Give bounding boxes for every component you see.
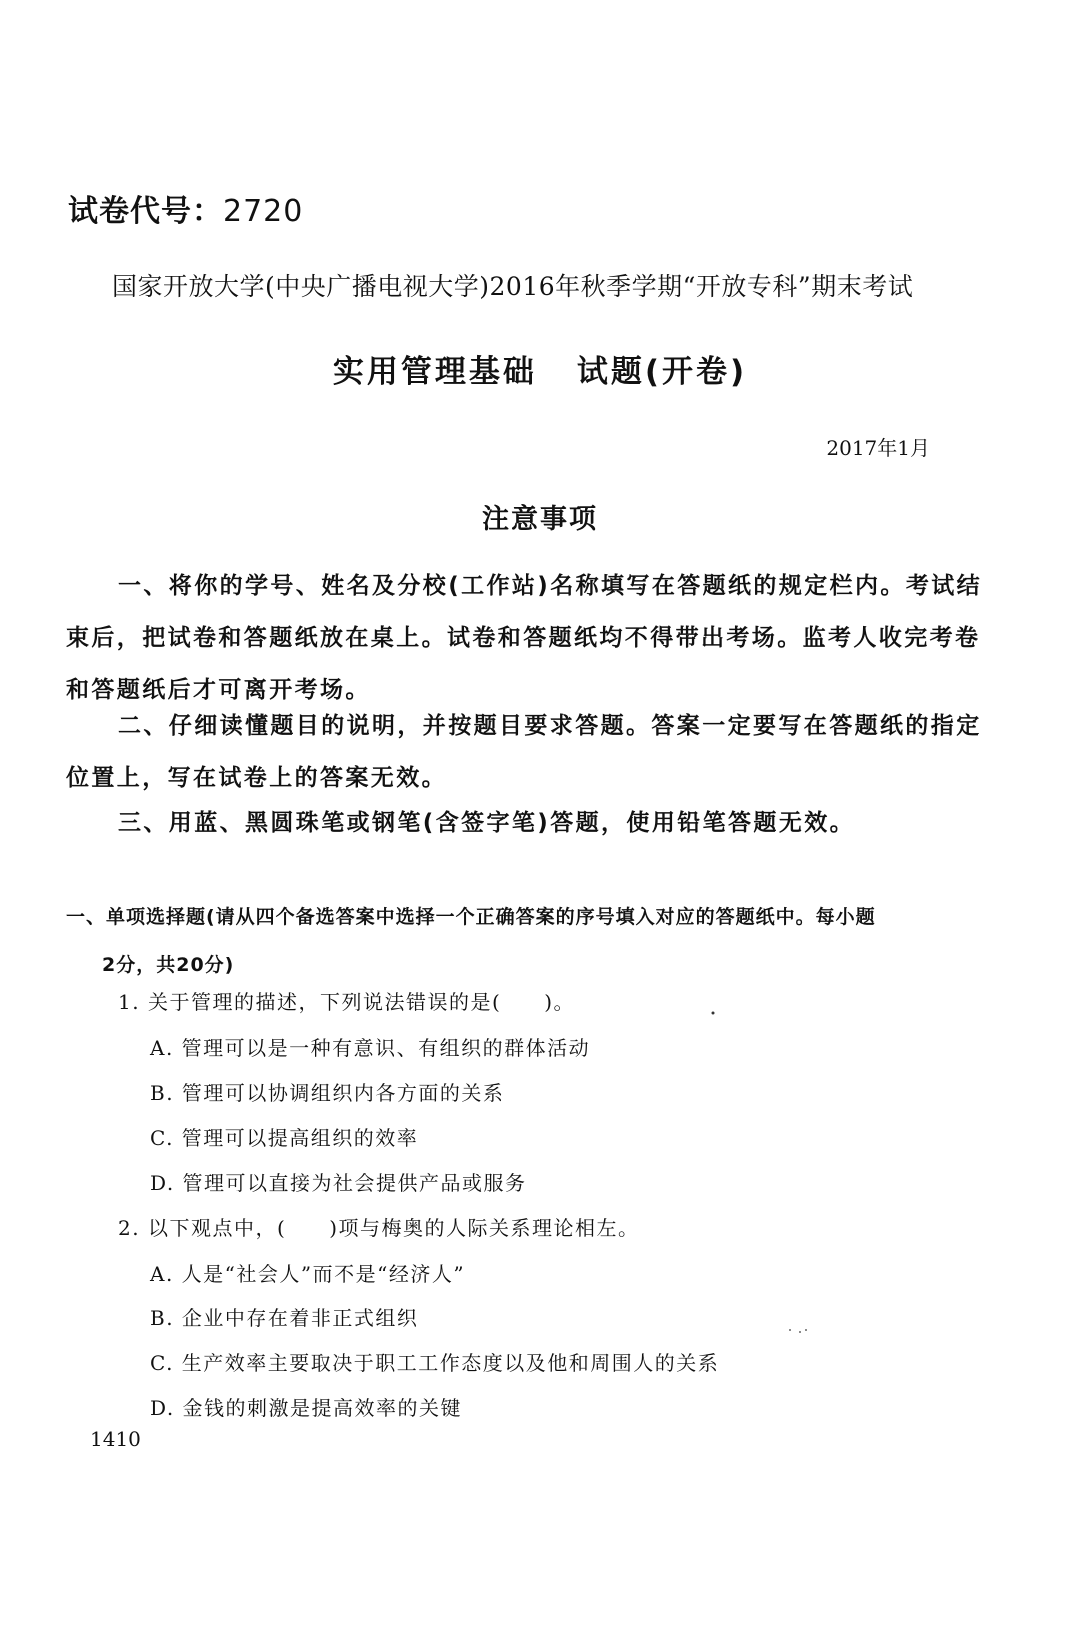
- notice-item: 一、将你的学号、姓名及分校(工作站)名称填写在答题纸的规定栏内。考试结束后，把试卷和答题纸放在桌上。试卷和答题纸均不得带出考场。监考人收完考卷和答题纸后才可离开考场。: [66, 573, 983, 703]
- scan-speck: [799, 1331, 801, 1333]
- notice-heading: 注意事项: [482, 504, 598, 535]
- paper-kind: 试题(开卷): [576, 354, 748, 390]
- scan-speck: [712, 1012, 715, 1015]
- answer-option: B. 企业中存在着非正式组织: [150, 1306, 419, 1330]
- answer-option: B. 管理可以协调组织内各方面的关系: [150, 1081, 505, 1105]
- scan-speck: [789, 1329, 791, 1331]
- page-number: 1410: [90, 1427, 141, 1451]
- paper-code-value: 2720: [223, 194, 304, 229]
- notice-item: 三、用蓝、黑圆珠笔或钢笔(含签字笔)答题，使用铅笔答题无效。: [118, 810, 856, 836]
- course-name: 实用管理基础: [332, 354, 537, 390]
- answer-option: D. 管理可以直接为社会提供产品或服务: [150, 1171, 527, 1195]
- answer-option: C. 管理可以提高组织的效率: [150, 1126, 419, 1150]
- exam-header: 国家开放大学(中央广播电视大学)2016年秋季学期“开放专科”期末考试: [112, 272, 914, 301]
- answer-option: D. 金钱的刺激是提高效率的关键: [150, 1396, 463, 1420]
- answer-option: A. 人是“社会人”而不是“经济人”: [150, 1262, 466, 1286]
- paper-code-label: 试卷代号：: [68, 194, 223, 229]
- answer-option: C. 生产效率主要取决于职工工作态度以及他和周围人的关系: [150, 1351, 720, 1375]
- exam-date: 2017年1月: [826, 436, 930, 460]
- scan-speck: [805, 1329, 807, 1331]
- section-title-line-1: 一、单项选择题(请从四个备选答案中选择一个正确答案的序号填入对应的答题纸中。每小题: [66, 906, 876, 928]
- answer-option: A. 管理可以是一种有意识、有组织的群体活动: [150, 1036, 591, 1060]
- section-title-line-2: 2分，共20分): [102, 954, 235, 976]
- question-stem: 2. 以下观点中，( )项与梅奥的人际关系理论相左。: [118, 1216, 640, 1240]
- question-stem: 1. 关于管理的描述，下列说法错误的是( )。: [118, 990, 576, 1014]
- notice-item: 二、仔细读懂题目的说明，并按题目要求答题。答案一定要写在答题纸的指定位置上，写在试卷上的答案无效。: [66, 713, 982, 791]
